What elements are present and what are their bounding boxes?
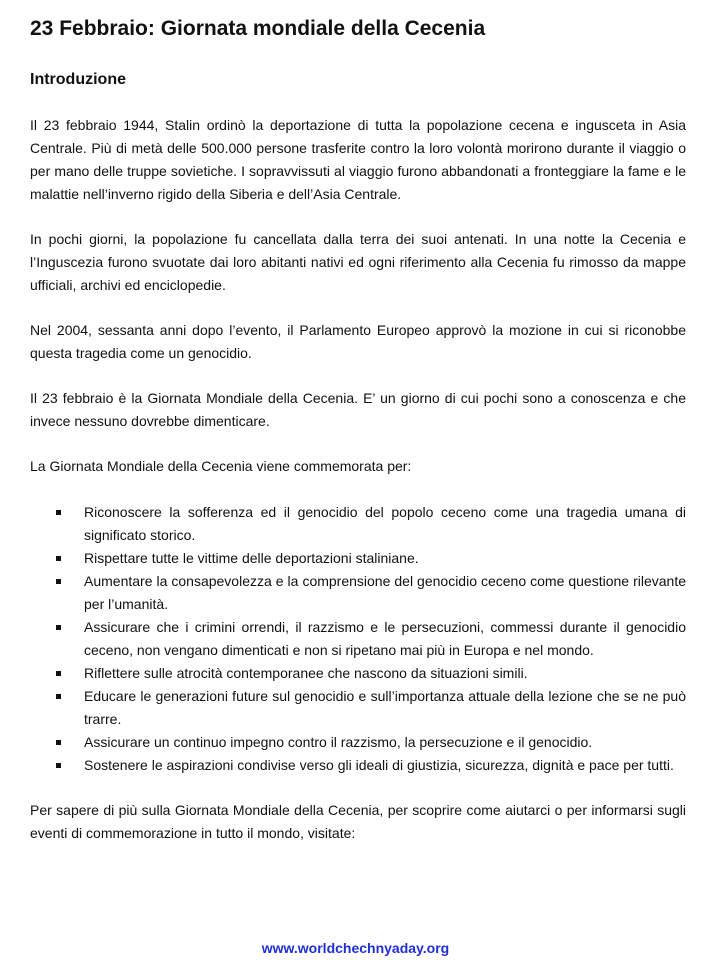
paragraph-commemoration-intro: La Giornata Mondiale della Cecenia viene commemorata per: [30, 458, 412, 474]
website-link[interactable]: www.worldchechnyaday.org [261, 940, 450, 956]
list-item-text: Rispettare tutte le vittime delle deportazioni staliniane. [84, 550, 419, 566]
list-item [30, 754, 686, 777]
bullet-icon [56, 556, 61, 561]
bullet-icon [56, 740, 61, 745]
paragraph-parliament: Nel 2004, sessanta anni dopo l’evento, il Parlamento Europeo approvò la mozione in cui si riconobbe questa tragedia come un genocidio. [30, 322, 686, 361]
paragraph-erasure: In pochi giorni, la popolazione fu cancellata dalla terra dei suoi antenati. In una notte la Cecenia e l’Inguscezia furono svuotate dai loro abitanti nativi ed ogni riferimento alla Cecenia fu rimosso da mappe ufficiali, archivi ed enciclopedie. [30, 231, 686, 293]
bullet-icon [56, 694, 61, 699]
closing-paragraph: Per sapere di più sulla Giornata Mondiale della Cecenia, per scoprire come aiutarci o per informarsi sugli eventi di commemorazione in tutto il mondo, visitate: [30, 802, 686, 841]
list-item [30, 547, 686, 570]
list-item [30, 501, 686, 547]
bullet-icon [56, 671, 61, 676]
list-item-text: Assicurare un continuo impegno contro il razzismo, la persecuzione e il genocidio. [84, 734, 593, 750]
bullet-icon [56, 579, 61, 584]
document-title: 23 Febbraio: Giornata mondiale della Cecenia [30, 17, 486, 40]
list-item-text: Sostenere le aspirazioni condivise verso gli ideali di giustizia, sicurezza, dignità e pace per tutti. [84, 757, 674, 773]
commemoration-list [30, 501, 686, 777]
document-page [30, 13, 686, 845]
bullet-icon [56, 763, 61, 768]
list-item [30, 662, 686, 685]
list-item-text: Assicurare che i crimini orrendi, il razzismo e le persecuzioni, commessi durante il genocidio ceceno, non vengano dimenticati e non si ripetano mai più in Europa e nel mondo. [84, 619, 686, 658]
list-item-text: Riflettere sulle atrocità contemporanee che nascono da situazioni simili. [84, 665, 528, 681]
bullet-icon [56, 510, 61, 515]
paragraph-world-day: Il 23 febbraio è la Giornata Mondiale della Cecenia. E’ un giorno di cui pochi sono a conoscenza e che invece nessuno dovrebbe dimenticare. [30, 390, 686, 429]
list-item-text: Aumentare la consapevolezza e la comprensione del genocidio ceceno come questione rilevante per l’umanità. [84, 573, 686, 612]
list-item [30, 685, 686, 731]
list-item [30, 570, 686, 616]
section-heading: Introduzione [30, 71, 126, 88]
list-item [30, 731, 686, 754]
paragraph-deportation: Il 23 febbraio 1944, Stalin ordinò la deportazione di tutta la popolazione cecena e ingusceta in Asia Centrale. Più di metà delle 500.000 persone trasferite contro la loro volontà morirono durante il viaggio o per mano delle truppe sovietiche. I sopravvissuti al viaggio furono abbandonati a fronteggiare la fame e le malattie nell’inverno rigido della Siberia e dell’Asia Centrale. [30, 117, 686, 202]
list-item [30, 616, 686, 662]
list-item-text: Educare le generazioni future sul genocidio e sull’importanza attuale della lezione che se ne può trarre. [84, 688, 686, 727]
bullet-icon [56, 625, 61, 630]
list-item-text: Riconoscere la sofferenza ed il genocidio del popolo ceceno come una tragedia umana di significato storico. [84, 504, 686, 543]
